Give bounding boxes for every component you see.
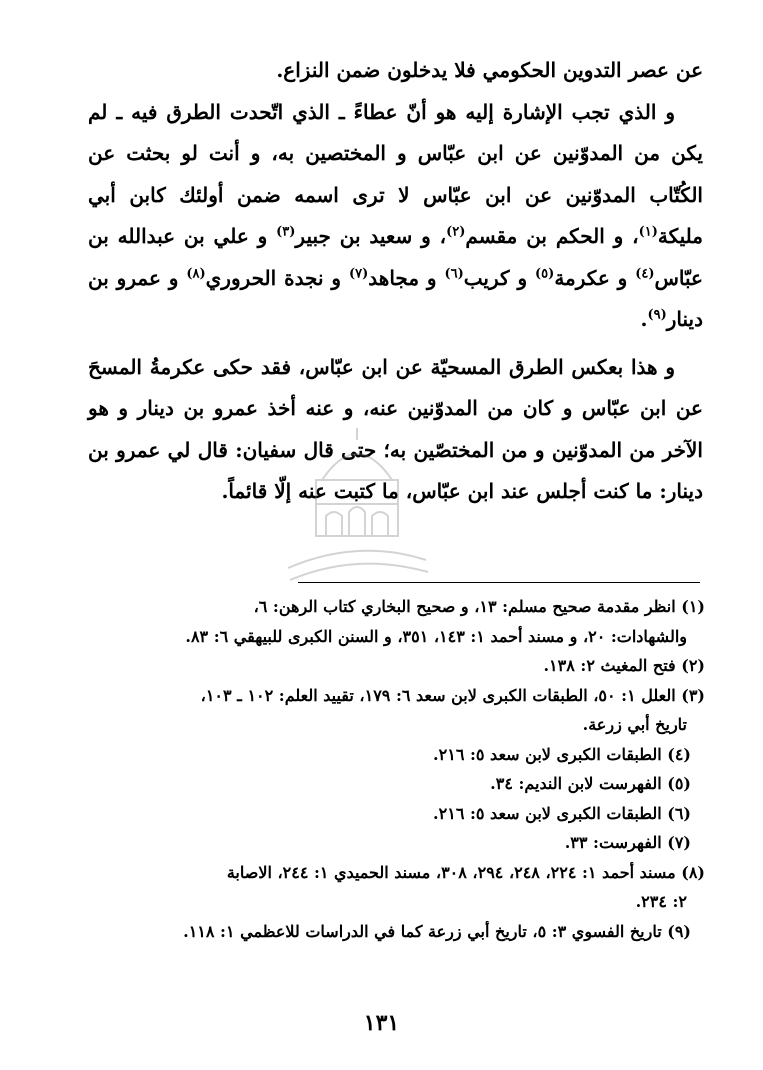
footnote-separator bbox=[298, 582, 700, 583]
stamp-ribbon bbox=[288, 551, 426, 568]
footnote-ref-7[interactable]: (٧) bbox=[348, 265, 369, 281]
footnote-9: (٩) تاريخ الفسوي ٣: ٥، تاريخ أبي زرعة كما في الدراسات للاعظمي ١: ١١٨. bbox=[183, 921, 691, 941]
footnote-5: (٥) الفهرست لابن النديم: ٣٤. bbox=[490, 774, 691, 793]
footnote-4: (٤) الطبقات الكبرى لابن سعد ٥: ٢١٦. bbox=[433, 744, 691, 764]
paragraph-2-text-a: و الذي تجب الإشارة إليه هو أنّ عطاءً ـ الذي اتّحدت الطرق فيه ـ لم يكن من المدوّنين عن ابن عبّاس و المختصين به، و أنت لو بحثت عن الكُتّاب المدوّنين عن ابن عبّاس لا ترى اسمه ضمن أولئك كابن أبي مليكة bbox=[88, 99, 703, 248]
footnote-2: (٢) فتح المغيث ٢: ١٣٨. bbox=[543, 656, 705, 675]
paragraph-2-text-i: و عمرو بن دينار bbox=[88, 265, 703, 331]
footnote-ref-3[interactable]: (٣) bbox=[276, 224, 296, 240]
paragraph-2 bbox=[88, 92, 703, 341]
paragraph-1: عن عصر التدوين الحكومي فلا يدخلون ضمن النزاع. bbox=[276, 58, 703, 82]
footnote-ref-2[interactable]: (٢) bbox=[446, 224, 466, 240]
paragraph-2-text-h: و نجدة الحروري bbox=[205, 265, 349, 290]
footnote-8-continued: ٢: ٢٣٤. bbox=[635, 892, 687, 911]
paragraph-3: و هذا بعكس الطرق المسحيّة عن ابن عبّاس، فقد حكى عكرمةُ المسحَ عن ابن عبّاس و كان من المدوّنين عنه، و عنه أخذ عمرو بن دينار و هو الآخر من المدوّنين و من المختصّين به؛ حتى قال سفيان: قال لي عمرو بن دينار: ما كنت أجلس عند ابن عبّاس، ما كتبت عنه إلّا قائماً. bbox=[88, 354, 703, 503]
footnote-7: (٧) الفهرست: ٣٣. bbox=[564, 833, 691, 852]
paragraph-2-text-c: ، و سعيد بن جبير bbox=[295, 224, 447, 248]
footnote-ref-5[interactable]: (٥) bbox=[535, 265, 555, 281]
main-text bbox=[88, 50, 703, 513]
footnotes bbox=[92, 592, 705, 946]
paragraph-2-text-g: و مجاهد bbox=[368, 265, 445, 290]
footnote-1-continued: والشهادات: ٢٠، و مسند أحمد ١: ١٤٣، ٣٥١، و السنن الكبرى للبيهقي ٦: ٨٣. bbox=[185, 626, 687, 646]
footnote-6: (٦) الطبقات الكبرى لابن سعد ٥: ٢١٦. bbox=[433, 803, 691, 823]
footnote-3-continued: تاريخ أبي زرعة. bbox=[582, 715, 687, 734]
footnote-ref-8[interactable]: (٨) bbox=[186, 265, 206, 281]
paragraph-2-text-f: و كريب bbox=[463, 265, 536, 290]
footnote-8: (٨) مسند أحمد ١: ٢٢٤، ٢٤٨، ٢٩٤، ٣٠٨، مسند الحميدي ١: ٢٤٤، الاصابة bbox=[226, 862, 705, 882]
footnote-1: (١) انظر مقدمة صحيح مسلم: ١٣، و صحيح البخاري كتاب الرهن: ٦، bbox=[253, 597, 705, 616]
paragraph-2-text-j: . bbox=[640, 307, 648, 331]
footnote-3: (٣) العلل ١: ٥٠، الطبقات الكبرى لابن سعد ٦: ١٧٩، تقييد العلم: ١٠٢ ـ ١٠٣، bbox=[200, 685, 705, 705]
paragraph-2-text-d: و علي بن عبدالله بن عبّاس bbox=[88, 224, 703, 290]
page-number: ١٣١ bbox=[363, 1010, 400, 1036]
stamp-arch-left bbox=[326, 512, 342, 536]
stamp-arch-right bbox=[372, 512, 388, 536]
paragraph-2-text-b: ، و الحكم بن مقسم bbox=[465, 224, 639, 248]
footnote-ref-9[interactable]: (٩) bbox=[647, 307, 667, 323]
paragraph-2-text-e: و عكرمة bbox=[554, 265, 636, 290]
footnote-ref-4[interactable]: (٤) bbox=[635, 265, 655, 281]
footnote-ref-1[interactable]: (١) bbox=[638, 224, 658, 240]
stamp-ribbon-lower bbox=[290, 564, 428, 580]
footnote-ref-6[interactable]: (٦) bbox=[444, 265, 464, 281]
